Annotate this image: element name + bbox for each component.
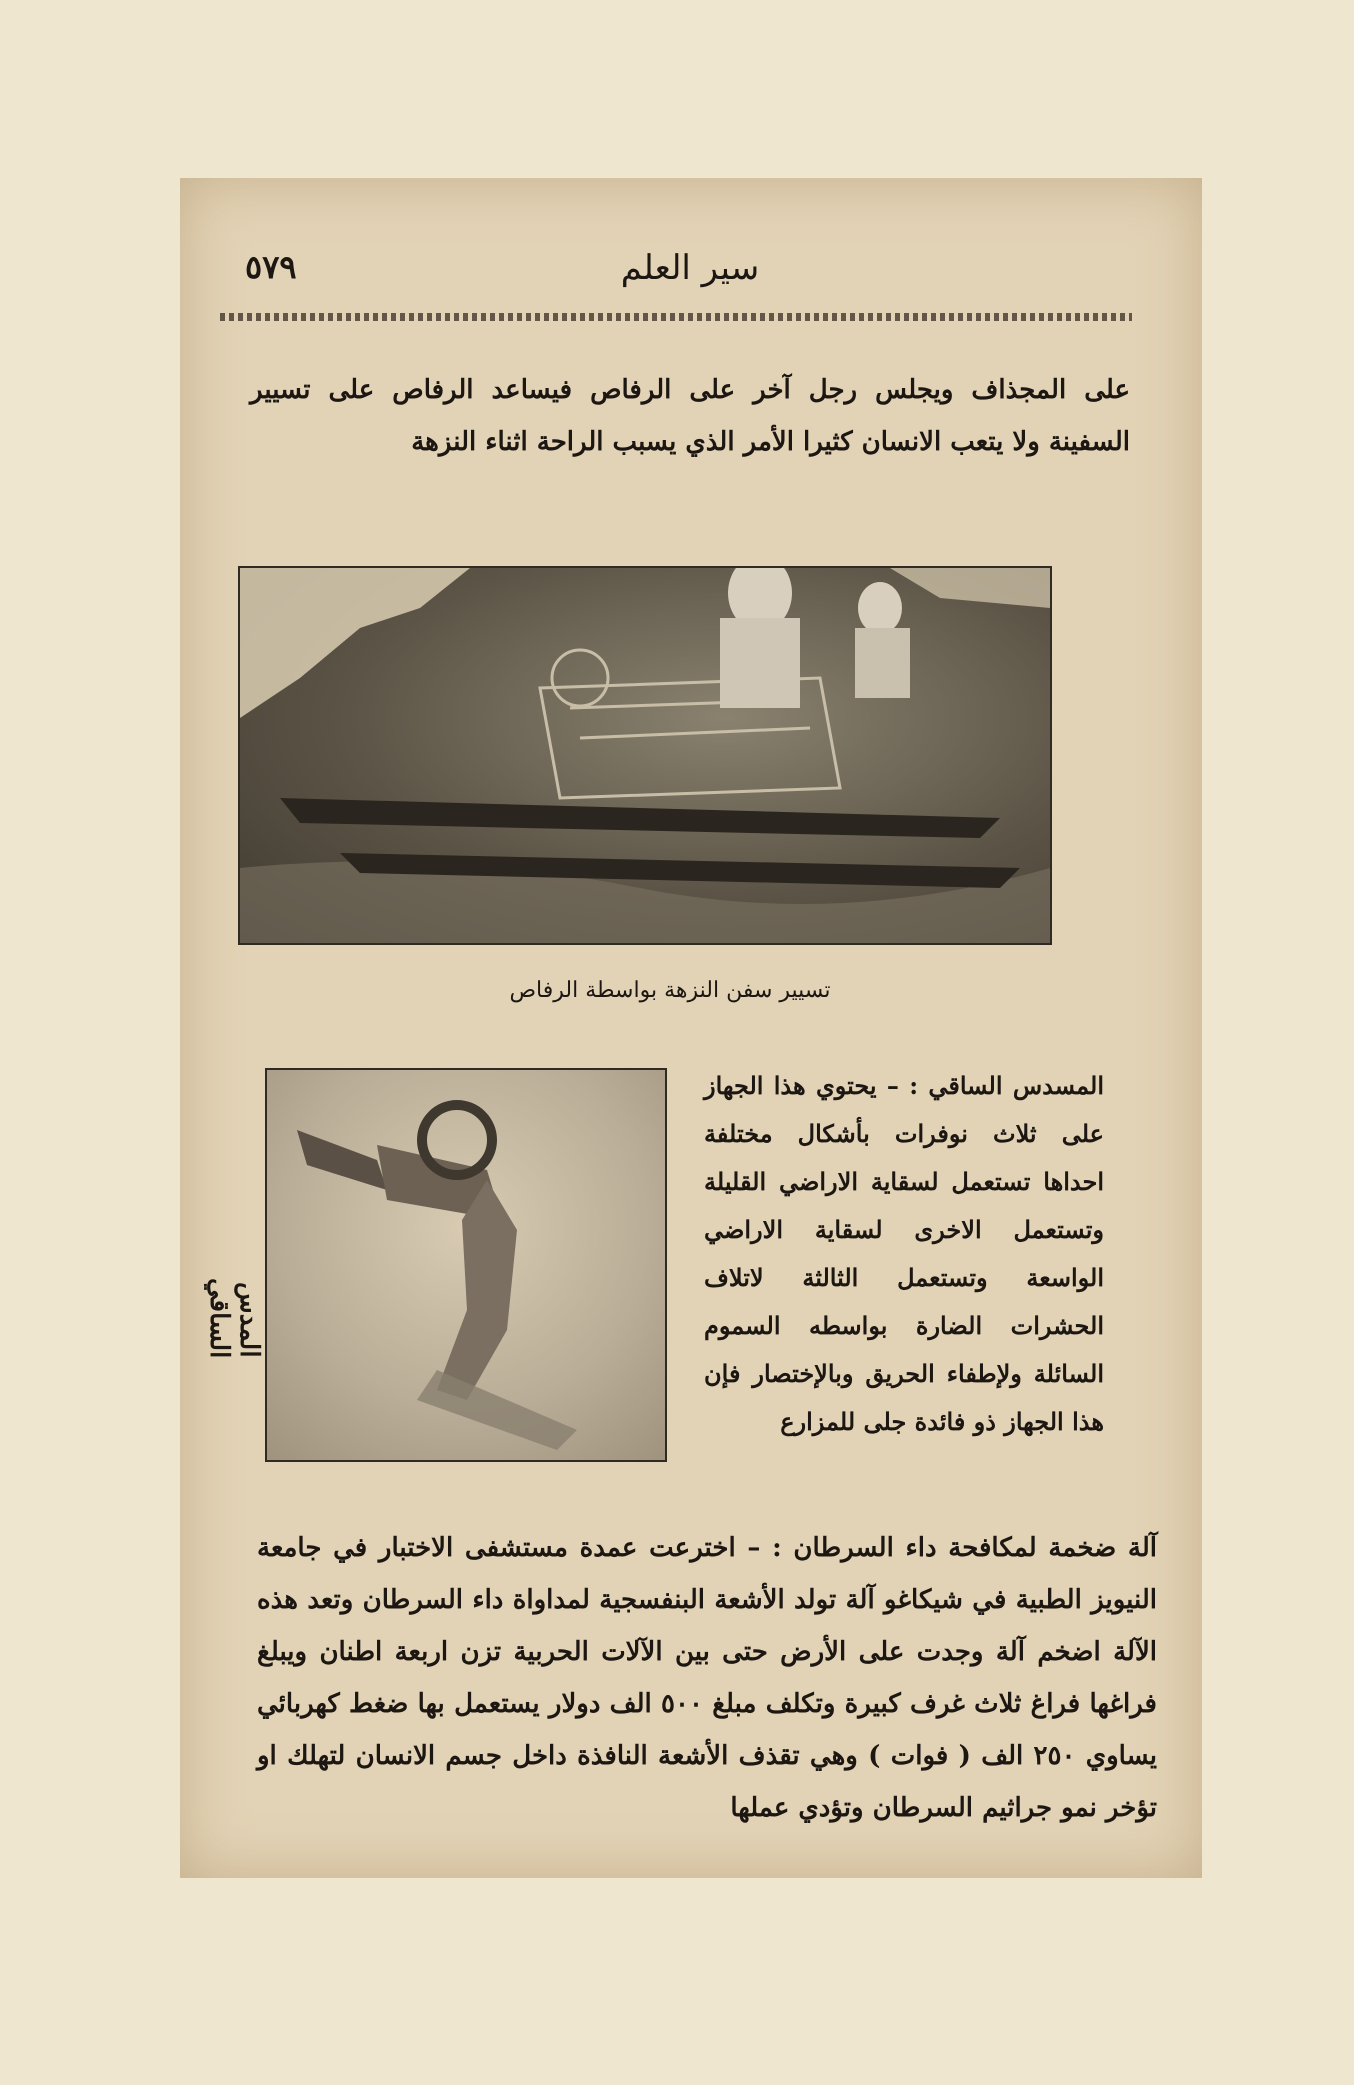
- sprinkler-paragraph: [704, 1062, 1104, 1446]
- tool-side-label: المدس الساقي: [204, 1277, 264, 1358]
- header-divider: [220, 313, 1132, 321]
- boat-photo-caption: تسيير سفن النزهة بواسطة الرفاص: [509, 978, 831, 1003]
- boat-photo: [238, 566, 1052, 945]
- sprinkler-photo-illustration: [267, 1070, 665, 1460]
- page-header: [180, 248, 1202, 288]
- running-title: سير العلم: [620, 248, 760, 288]
- cancer-machine-text: اخترعت عمدة مستشفى الاختبار في جامعة النيويز الطبية في شيكاغو آلة تولد الأشعة البنفسجية لمداواة داء السرطان وتعد هذه الآلة اضخم آلة وجدت على الأرض حتى بين الآلات الحربية تزن اربعة اطنان ويبلغ فراغها فراغ ثلاث غرف كبيرة وتكلف مبلغ ٥٠٠ الف دولار يستعمل بها ضغط كهربائي يساوي ٢٥٠ الف ( فوات ) وهي تقذف الأشعة النافذة داخل جسم الانسان لتهلك او تؤخر نمو جراثيم السرطان وتؤدي عملها: [257, 1533, 1158, 1823]
- cancer-machine-heading: آلة ضخمة لمكافحة داء السرطان : –: [747, 1533, 1157, 1563]
- sprinkler-heading: المسدس الساقي : –: [886, 1071, 1105, 1100]
- intro-text: على المجذاف ويجلس رجل آخر على الرفاص فيساعد الرفاص على تسيير السفينة ولا يتعب الانسان كثيرا الأمر الذي يسبب الراحة اثناء النزهة: [250, 375, 1130, 457]
- sprinkler-photo: [265, 1068, 667, 1462]
- intro-paragraph: [250, 364, 1130, 468]
- page-number: ٥٧٩: [245, 248, 297, 286]
- book-page: [180, 178, 1202, 1878]
- cancer-machine-paragraph: [257, 1522, 1157, 1834]
- boat-photo-illustration: [240, 568, 1050, 943]
- sprinkler-text: يحتوي هذا الجهاز على ثلاث نوفرات بأشكال مختلفة احداها تستعمل لسقاية الاراضي القليلة وتستعمل الاخرى لسقاية الاراضي الواسعة وتستعمل الثالثة لاتلاف الحشرات الضارة بواسطه السموم السائلة ولإطفاء الحريق وبالإختصار فإن هذا الجهاز ذو فائدة جلى للمزارع: [704, 1071, 1104, 1436]
